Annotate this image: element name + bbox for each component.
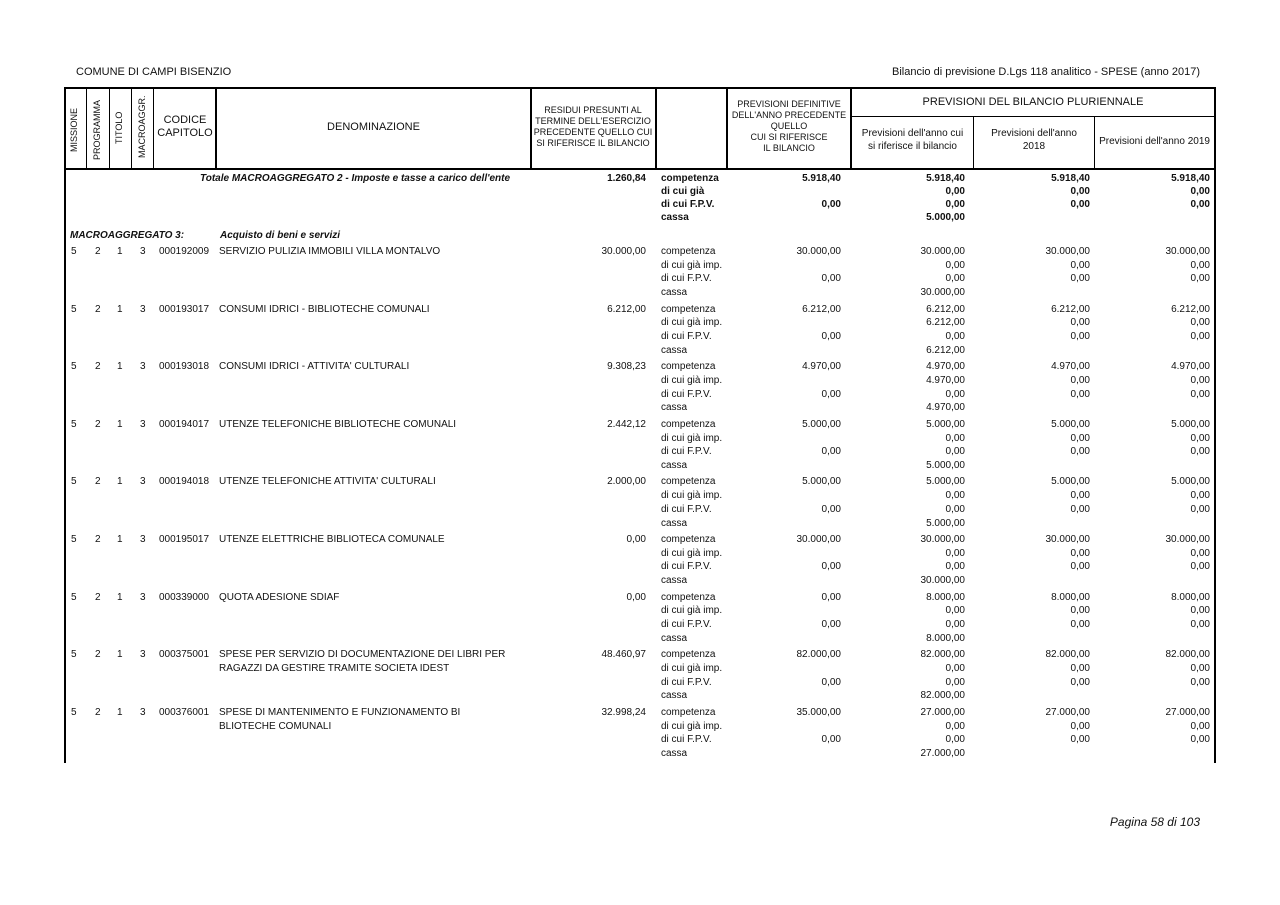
voice-type: di cui F.P.V.	[661, 388, 712, 400]
prev-2018-value: 0,00	[1070, 547, 1090, 559]
macroaggr-cell: 3	[140, 649, 146, 661]
prev-2018-value: 0,00	[1070, 432, 1090, 444]
prev-2019-value: 30.000,00	[1165, 246, 1210, 257]
prev-2018-value: 0,00	[1070, 605, 1090, 617]
residui-value: 0,00	[626, 591, 646, 603]
total-value: 0,00	[1190, 199, 1210, 210]
prev-2018-value: 0,00	[1070, 734, 1090, 746]
prev-2019-value: 4.970,00	[1171, 361, 1210, 373]
prev-2017-value: 0,00	[945, 676, 965, 688]
prev-2019-value: 0,00	[1190, 547, 1210, 559]
capitolo-code: 000339000	[159, 591, 210, 603]
missione-cell: 5	[71, 418, 77, 430]
voice-type: competenza	[661, 246, 716, 257]
col-denominazione: DENOMINAZIONE	[327, 121, 420, 133]
residui-value: 0,00	[626, 534, 646, 545]
prev-2018-value: 0,00	[1070, 503, 1090, 515]
missione-cell: 5	[71, 246, 77, 257]
prev-def-value: 0,00	[821, 273, 841, 285]
total-value: 0,00	[945, 186, 965, 197]
voice-type: competenza	[661, 534, 716, 545]
denominazione: QUOTA ADESIONE SDIAF	[219, 591, 340, 603]
voice-type: competenza	[661, 476, 716, 488]
prev-2017-value: 30.000,00	[920, 287, 965, 299]
prev-2018-value: 30.000,00	[1045, 246, 1090, 257]
total-value: 0,00	[945, 199, 965, 210]
total-value: 0,00	[1070, 186, 1090, 197]
prev-2018-value: 0,00	[1070, 331, 1090, 342]
missione-cell: 5	[71, 476, 77, 488]
prev-2019-value: 0,00	[1190, 503, 1210, 515]
prev-def-value: 0,00	[821, 388, 841, 400]
total-type: competenza	[661, 173, 719, 184]
voice-type: di cui F.P.V.	[661, 734, 712, 746]
titolo-cell: 1	[117, 649, 123, 661]
residui-value: 30.000,00	[601, 246, 646, 257]
prev-2017-value: 30.000,00	[920, 575, 965, 587]
missione-cell: 5	[71, 534, 77, 545]
prev-2019-value: 0,00	[1190, 374, 1210, 386]
denominazione: BLIOTECHE COMUNALI	[219, 720, 332, 732]
titolo-cell: 1	[117, 706, 123, 718]
prev-2017-value: 4.970,00	[926, 361, 965, 373]
voice-type: cassa	[661, 632, 688, 644]
denominazione: SERVIZIO PULIZIA IMMOBILI VILLA MONTALVO	[219, 246, 441, 257]
report-title: Bilancio di previsione D.Lgs 118 analitico - SPESE (anno 2017)	[892, 66, 1200, 78]
prev-2018-value: 0,00	[1070, 561, 1090, 573]
programma-cell: 2	[95, 303, 101, 315]
page-number: Pagina 58 di 103	[1109, 815, 1200, 829]
titolo-cell: 1	[117, 418, 123, 430]
denominazione: SPESE DI MANTENIMENTO E FUNZIONAMENTO BI	[219, 706, 461, 718]
voice-type: competenza	[661, 303, 716, 315]
prev-2019-value: 5.000,00	[1171, 418, 1210, 430]
total-value: 0,00	[1070, 199, 1090, 210]
prev-2019-value: 8.000,00	[1171, 591, 1210, 603]
prev-2017-value: 8.000,00	[926, 632, 965, 644]
missione-cell: 5	[71, 361, 77, 373]
prev-def-value: 0,00	[821, 561, 841, 573]
titolo-cell: 1	[117, 361, 123, 373]
voice-type: di cui già imp.	[661, 605, 723, 617]
voice-type: di cui già imp.	[661, 490, 723, 502]
col-titolo: TITOLO	[114, 111, 124, 144]
prev-2019-value: 0,00	[1190, 662, 1210, 674]
prev-def-value: 4.970,00	[802, 361, 841, 373]
prev-2019-value: 0,00	[1190, 619, 1210, 630]
prev-2018-value: 30.000,00	[1045, 534, 1090, 545]
residui-value: 2.442,12	[607, 418, 646, 430]
macroaggr-cell: 3	[140, 706, 146, 718]
voice-type: di cui F.P.V.	[661, 676, 712, 688]
prev-def-value: 30.000,00	[796, 246, 841, 257]
col-previsioni-definitive: PREVISIONI DEFINITIVE DELL'ANNO PRECEDENTE QUELLO CUI SI RIFERISCE IL BILANCIO	[731, 99, 847, 153]
prev-2017-value: 82.000,00	[920, 690, 965, 702]
voice-type: competenza	[661, 706, 716, 718]
programma-cell: 2	[95, 246, 101, 257]
voice-type: competenza	[661, 418, 716, 430]
prev-2018-value: 0,00	[1070, 273, 1090, 285]
prev-2017-value: 27.000,00	[920, 706, 965, 718]
prev-2019-value: 5.000,00	[1171, 476, 1210, 488]
prev-2018-value: 0,00	[1070, 720, 1090, 732]
prev-2019-value: 0,00	[1190, 720, 1210, 732]
macroaggr-cell: 3	[140, 534, 146, 545]
prev-2017-value: 0,00	[945, 547, 965, 559]
prev-2017-value: 4.970,00	[926, 374, 965, 386]
prev-2018-value: 27.000,00	[1045, 706, 1090, 718]
capitolo-code: 000375001	[159, 649, 210, 661]
missione-cell: 5	[71, 706, 77, 718]
prev-2018-value: 8.000,00	[1051, 591, 1090, 603]
prev-def-value: 30.000,00	[796, 534, 841, 545]
prev-2019-value: 6.212,00	[1171, 303, 1210, 315]
prev-2017-value: 0,00	[945, 446, 965, 458]
prev-2017-value: 0,00	[945, 432, 965, 444]
total-value: 5.918,40	[802, 173, 841, 184]
prev-def-value: 5.000,00	[802, 418, 841, 430]
voice-type: di cui F.P.V.	[661, 619, 712, 630]
prev-2019-value: 0,00	[1190, 446, 1210, 458]
prev-2018-value: 0,00	[1070, 388, 1090, 400]
prev-2018-value: 0,00	[1070, 317, 1090, 329]
residui-value: 9.308,23	[607, 361, 646, 373]
prev-2017-value: 8.000,00	[926, 591, 965, 603]
programma-cell: 2	[95, 476, 101, 488]
prev-2019-value: 0,00	[1190, 273, 1210, 285]
prev-2018-value: 0,00	[1070, 676, 1090, 688]
denominazione: UTENZE TELEFONICHE BIBLIOTECHE COMUNALI	[219, 418, 457, 430]
prev-2019-value: 82.000,00	[1165, 649, 1210, 661]
voice-type: cassa	[661, 517, 688, 529]
capitolo-code: 000194018	[159, 476, 210, 488]
denominazione: SPESE PER SERVIZIO DI DOCUMENTAZIONE DEI LIBRI PER	[219, 649, 506, 661]
prev-2018-value: 4.970,00	[1051, 361, 1090, 373]
prev-2017-value: 82.000,00	[920, 649, 965, 661]
col-macroaggr: MACROAGGR.	[137, 95, 147, 158]
voice-type: cassa	[661, 747, 688, 759]
prev-def-value: 0,00	[821, 676, 841, 688]
voice-type: cassa	[661, 575, 688, 587]
voice-type: di cui già imp.	[661, 662, 723, 674]
voice-type: di cui già imp.	[661, 259, 723, 271]
residui-value: 6.212,00	[607, 303, 646, 315]
voice-type: cassa	[661, 344, 688, 356]
programma-cell: 2	[95, 361, 101, 373]
total-residui: 1.260,84	[607, 173, 646, 184]
capitolo-code: 000193017	[159, 303, 210, 315]
macroaggr-cell: 3	[140, 303, 146, 315]
prev-2017-value: 5.000,00	[926, 476, 965, 488]
prev-def-value: 0,00	[821, 734, 841, 746]
prev-2017-value: 30.000,00	[920, 246, 965, 257]
col-codice-capitolo: CODICE CAPITOLO	[157, 114, 213, 139]
voice-type: di cui già imp.	[661, 432, 723, 444]
missione-cell: 5	[71, 591, 77, 603]
programma-cell: 2	[95, 418, 101, 430]
titolo-cell: 1	[117, 476, 123, 488]
prev-def-value: 35.000,00	[796, 706, 841, 718]
prev-2017-value: 0,00	[945, 388, 965, 400]
prev-2018-value: 6.212,00	[1051, 303, 1090, 315]
voice-type: di cui già imp.	[661, 720, 723, 732]
denominazione: UTENZE TELEFONICHE ATTIVITA' CULTURALI	[219, 476, 436, 488]
macroaggr-cell: 3	[140, 591, 146, 603]
voice-type: di cui F.P.V.	[661, 331, 712, 342]
capitolo-code: 000195017	[159, 534, 210, 545]
prev-2017-value: 5.000,00	[926, 517, 965, 529]
prev-2019-value: 0,00	[1190, 734, 1210, 746]
prev-2017-value: 0,00	[945, 619, 965, 630]
titolo-cell: 1	[117, 303, 123, 315]
prev-2019-value: 0,00	[1190, 388, 1210, 400]
programma-cell: 2	[95, 591, 101, 603]
voice-type: competenza	[661, 361, 716, 373]
voice-type: di cui F.P.V.	[661, 273, 712, 285]
prev-2017-value: 0,00	[945, 605, 965, 617]
prev-2019-value: 0,00	[1190, 676, 1210, 688]
voice-type: di cui F.P.V.	[661, 446, 712, 458]
prev-2019-value: 0,00	[1190, 317, 1210, 329]
col-prev-2018: Previsioni dell'anno 2018	[991, 128, 1077, 152]
prev-2017-value: 5.000,00	[926, 459, 965, 471]
prev-2017-value: 6.212,00	[926, 303, 965, 315]
voice-type: di cui F.P.V.	[661, 503, 712, 515]
titolo-cell: 1	[117, 591, 123, 603]
prev-def-value: 0,00	[821, 619, 841, 630]
programma-cell: 2	[95, 534, 101, 545]
prev-2017-value: 0,00	[945, 273, 965, 285]
prev-2017-value: 5.000,00	[926, 418, 965, 430]
prev-2019-value: 27.000,00	[1165, 706, 1210, 718]
prev-2018-value: 0,00	[1070, 490, 1090, 502]
col-prev-2019: Previsioni dell'anno 2019	[1099, 136, 1210, 147]
programma-cell: 2	[95, 706, 101, 718]
total-type: di cui già	[661, 186, 705, 197]
denominazione: CONSUMI IDRICI - BIBLIOTECHE COMUNALI	[219, 303, 430, 315]
col-missione: MISSIONE	[69, 107, 79, 152]
section-name: Acquisto di beni e servizi	[220, 230, 341, 241]
prev-2018-value: 0,00	[1070, 374, 1090, 386]
prev-2017-value: 0,00	[945, 720, 965, 732]
col-programma: PROGRAMMA	[92, 99, 102, 160]
prev-2018-value: 5.000,00	[1051, 418, 1090, 430]
total-type: cassa	[661, 212, 689, 223]
macroaggr-cell: 3	[140, 476, 146, 488]
voice-type: di cui F.P.V.	[661, 561, 712, 573]
prev-def-value: 0,00	[821, 331, 841, 342]
prev-def-value: 6.212,00	[802, 303, 841, 315]
prev-2019-value: 0,00	[1190, 561, 1210, 573]
total-value: 5.918,40	[1171, 173, 1210, 184]
prev-2019-value: 0,00	[1190, 259, 1210, 271]
residui-value: 2.000,00	[607, 476, 646, 488]
prev-2018-value: 0,00	[1070, 259, 1090, 271]
prev-2019-value: 0,00	[1190, 331, 1210, 342]
prev-2017-value: 0,00	[945, 259, 965, 271]
programma-cell: 2	[95, 649, 101, 661]
total-value: 5.918,40	[926, 173, 965, 184]
missione-cell: 5	[71, 303, 77, 315]
capitolo-code: 000192009	[159, 246, 210, 257]
capitolo-code: 000194017	[159, 418, 210, 430]
prev-2018-value: 82.000,00	[1045, 649, 1090, 661]
col-residui: RESIDUI PRESUNTI AL TERMINE DELL'ESERCIZIO PRECEDENTE QUELLO CUI SI RIFERISCE IL BILANCIO	[533, 105, 653, 148]
prev-2017-value: 27.000,00	[920, 747, 965, 759]
prev-2018-value: 0,00	[1070, 446, 1090, 458]
macroaggr-cell: 3	[140, 246, 146, 257]
denominazione: UTENZE ELETTRICHE BIBLIOTECA COMUNALE	[219, 534, 445, 545]
prev-2019-value: 0,00	[1190, 605, 1210, 617]
titolo-cell: 1	[117, 246, 123, 257]
residui-value: 48.460,97	[601, 649, 646, 661]
total-value: 5.000,00	[926, 212, 965, 223]
voice-type: competenza	[661, 649, 716, 661]
prev-2017-value: 0,00	[945, 503, 965, 515]
titolo-cell: 1	[117, 534, 123, 545]
macroaggr-cell: 3	[140, 361, 146, 373]
total-label: Totale MACROAGGREGATO 2 - Imposte e tasse a carico dell'ente	[200, 173, 511, 184]
prev-def-value: 0,00	[821, 503, 841, 515]
section-code: MACROAGGREGATO 3:	[70, 230, 185, 241]
prev-def-value: 0,00	[821, 446, 841, 458]
prev-2019-value: 0,00	[1190, 490, 1210, 502]
denominazione: RAGAZZI DA GESTIRE TRAMITE SOCIETA IDEST	[219, 662, 450, 674]
prev-def-value: 5.000,00	[802, 476, 841, 488]
residui-value: 32.998,24	[601, 706, 646, 718]
entity-name: COMUNE DI CAMPI BISENZIO	[76, 66, 232, 78]
prev-2017-value: 0,00	[945, 734, 965, 746]
col-prev-2017: Previsioni dell'anno cui si riferisce il bilancio	[861, 128, 964, 152]
voice-type: di cui già imp.	[661, 547, 723, 559]
col-pluriennale: PREVISIONI DEL BILANCIO PLURIENNALE	[922, 96, 1144, 108]
denominazione: CONSUMI IDRICI - ATTIVITA' CULTURALI	[219, 361, 410, 373]
capitolo-code: 000193018	[159, 361, 210, 373]
voice-type: cassa	[661, 287, 688, 299]
prev-2018-value: 0,00	[1070, 619, 1090, 630]
prev-2017-value: 6.212,00	[926, 344, 965, 356]
total-value: 0,00	[1190, 186, 1210, 197]
prev-2018-value: 0,00	[1070, 662, 1090, 674]
total-value: 5.918,40	[1051, 173, 1090, 184]
capitolo-code: 000376001	[159, 706, 210, 718]
prev-2017-value: 4.970,00	[926, 402, 965, 414]
prev-2017-value: 0,00	[945, 490, 965, 502]
prev-2017-value: 6.212,00	[926, 317, 965, 329]
prev-def-value: 82.000,00	[796, 649, 841, 661]
prev-2017-value: 0,00	[945, 331, 965, 342]
prev-2018-value: 5.000,00	[1051, 476, 1090, 488]
voice-type: cassa	[661, 402, 688, 414]
prev-2019-value: 30.000,00	[1165, 534, 1210, 545]
prev-2017-value: 0,00	[945, 662, 965, 674]
voice-type: cassa	[661, 459, 688, 471]
prev-2019-value: 0,00	[1190, 432, 1210, 444]
prev-2017-value: 30.000,00	[920, 534, 965, 545]
voice-type: cassa	[661, 690, 688, 702]
voice-type: di cui già imp.	[661, 374, 723, 386]
prev-2017-value: 0,00	[945, 561, 965, 573]
total-type: di cui F.P.V.	[661, 199, 715, 210]
voice-type: di cui già imp.	[661, 317, 723, 329]
macroaggr-cell: 3	[140, 418, 146, 430]
total-value: 0,00	[821, 199, 841, 210]
missione-cell: 5	[71, 649, 77, 661]
voice-type: competenza	[661, 591, 716, 603]
prev-def-value: 0,00	[821, 591, 841, 603]
